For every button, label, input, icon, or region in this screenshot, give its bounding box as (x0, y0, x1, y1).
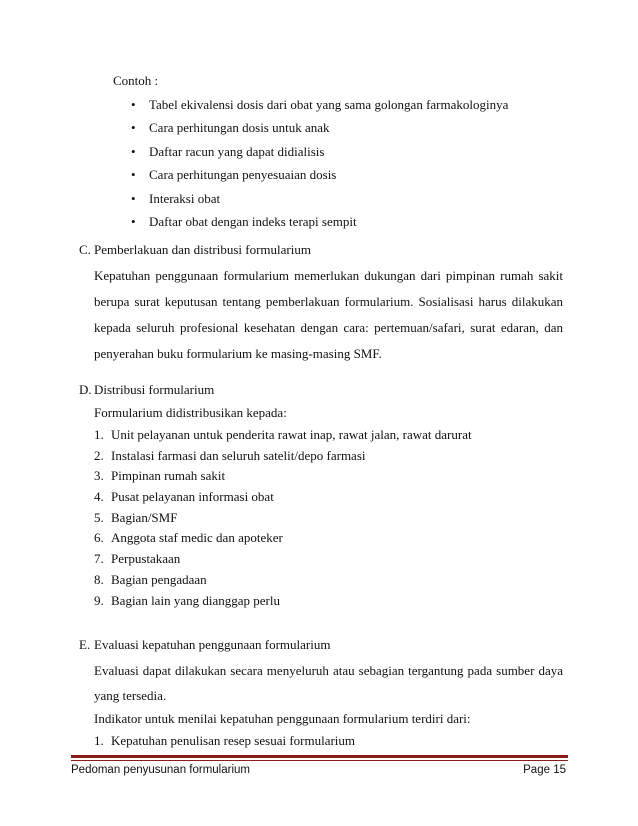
section-c-line: Kepatuhan penggunaan formularium memerlukan dukungan dari pimpinan rumah sakit (94, 268, 563, 283)
indikator-list (94, 733, 355, 754)
footer-document-title: Pedoman penyusunan formularium (71, 764, 250, 776)
contoh-label: Contoh : (113, 73, 159, 88)
section-d-intro: Formularium didistribusikan kepada: (94, 405, 287, 420)
list-number: 4. (94, 489, 104, 505)
section-c-line: kepada seluruh profesional kesehatan dengan cara: pertemuan/safari, surat edaran, dan (94, 320, 563, 335)
list-text: Anggota staf medic dan apoteker (111, 530, 283, 546)
bullet-item: • Daftar racun yang dapat didialisis (131, 144, 508, 167)
contoh-bullet-list (131, 97, 508, 237)
footer-rule-thick (71, 755, 568, 758)
section-c-line: berupa surat keputusan tentang pemberlakuan formularium. Sosialisasi harus dilakukan (94, 294, 563, 309)
section-c-title: Pemberlakuan dan distribusi formularium (94, 242, 311, 257)
list-text: Instalasi farmasi dan seluruh satelit/depo farmasi (111, 447, 366, 463)
footer-rule-thin (71, 760, 568, 761)
section-c-letter: C. (79, 242, 91, 257)
list-text: Bagian lain yang dianggap perlu (111, 592, 280, 608)
section-e-indikator: Indikator untuk menilai kepatuhan penggunaan formularium terdiri dari: (94, 711, 471, 726)
list-item (94, 468, 472, 489)
list-number: 7. (94, 551, 104, 567)
bullet-item: • Tabel ekivalensi dosis dari obat yang sama golongan farmakologinya (131, 97, 508, 120)
list-number: 9. (94, 592, 104, 608)
list-number: 2. (94, 447, 104, 463)
list-number: 5. (94, 509, 104, 525)
bullet-item: • Interaksi obat (131, 191, 508, 214)
footer-page-number: Page 15 (523, 764, 566, 776)
section-e-title: Evaluasi kepatuhan penggunaan formularium (94, 637, 331, 652)
list-text: Pimpinan rumah sakit (111, 468, 226, 484)
section-d-letter: D. (79, 382, 92, 397)
list-text: Unit pelayanan untuk penderita rawat inap, rawat jalan, rawat darurat (111, 427, 472, 442)
list-item (94, 448, 472, 469)
section-e-letter: E. (79, 637, 91, 652)
distribution-list (94, 427, 472, 613)
list-number: 6. (94, 530, 104, 546)
bullet-item: • Daftar obat dengan indeks terapi sempit (131, 214, 508, 237)
list-item (94, 551, 472, 572)
list-text: Pusat pelayanan informasi obat (111, 489, 274, 505)
list-number: 3. (94, 468, 104, 484)
list-item (94, 510, 472, 531)
list-number: 1. (94, 733, 104, 748)
list-item (94, 733, 355, 754)
list-text: Perpustakaan (111, 551, 181, 567)
section-c-line: penyerahan buku formularium ke masing-masing SMF. (94, 346, 382, 361)
list-item (94, 427, 472, 448)
list-text: Kepatuhan penulisan resep sesuai formularium (111, 733, 356, 748)
list-text: Bagian/SMF (111, 509, 178, 525)
list-item (94, 530, 472, 551)
bullet-item: • Cara perhitungan penyesuaian dosis (131, 167, 508, 190)
section-d-title: Distribusi formularium (94, 382, 215, 397)
list-item (94, 572, 472, 593)
section-e-line: yang tersedia. (94, 688, 167, 703)
list-number: 8. (94, 571, 104, 587)
bullet-item: • Cara perhitungan dosis untuk anak (131, 120, 508, 143)
list-number: 1. (94, 427, 104, 442)
list-item (94, 593, 472, 614)
section-e-line: Evaluasi dapat dilakukan secara menyeluruh atau sebagian tergantung pada sumber daya (94, 663, 563, 678)
list-item (94, 489, 472, 510)
list-text: Bagian pengadaan (111, 571, 207, 587)
